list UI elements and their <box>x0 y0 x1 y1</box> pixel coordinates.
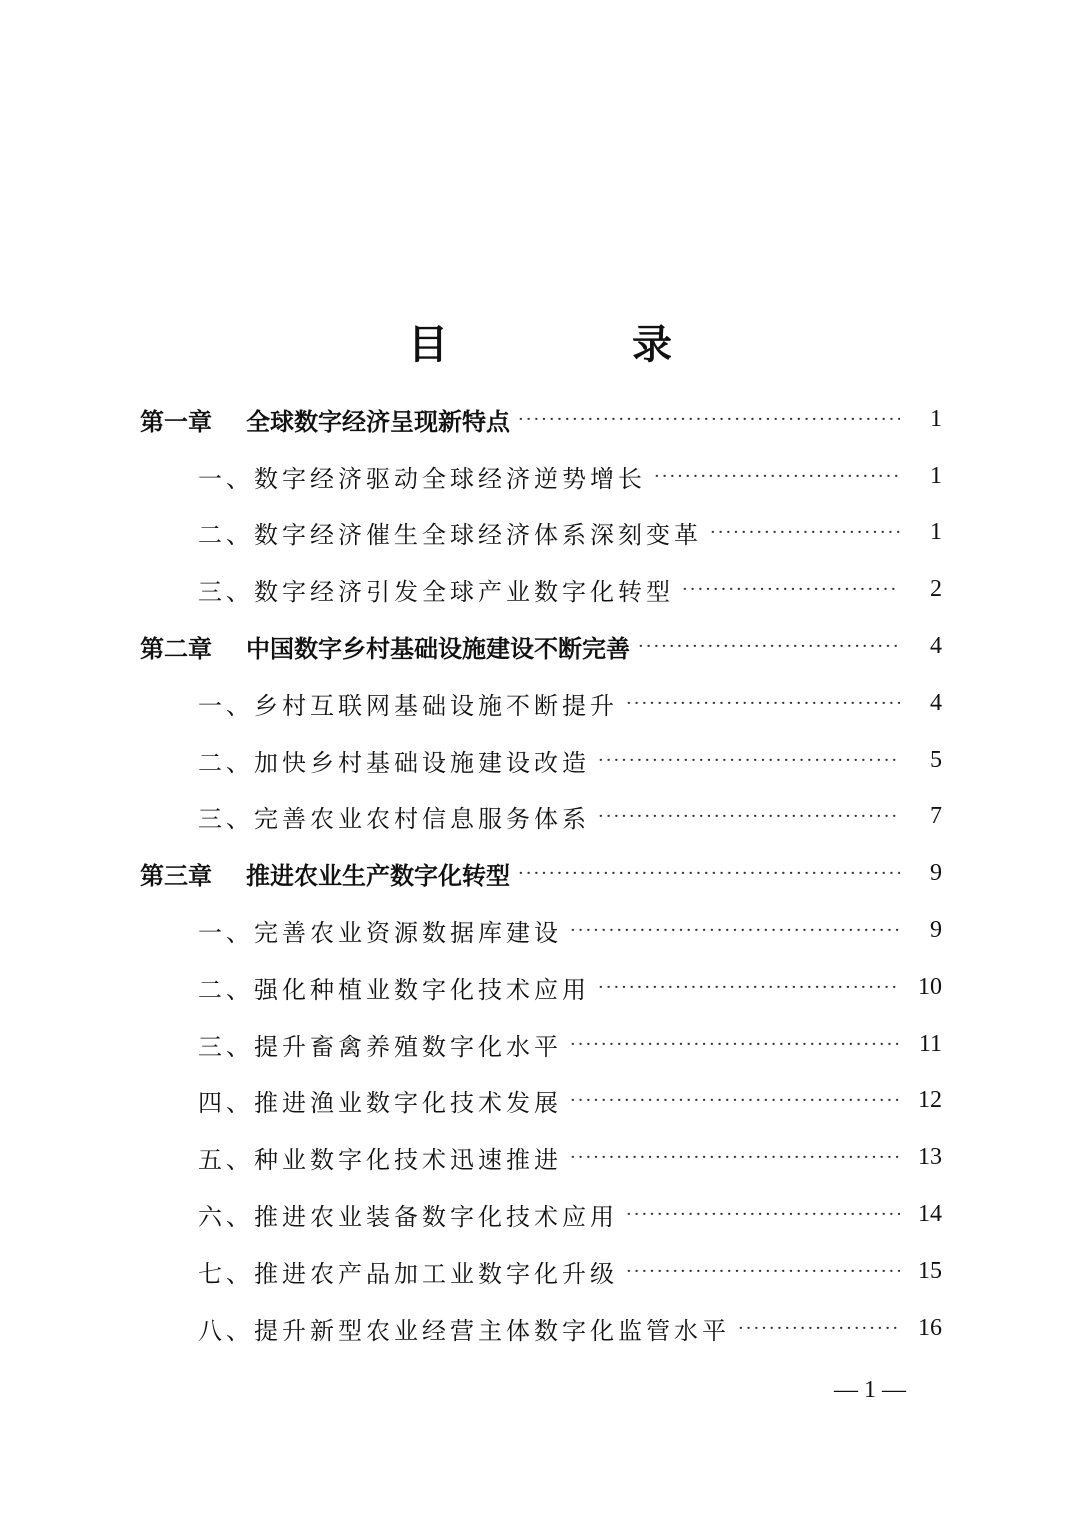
dot-leader <box>518 863 900 884</box>
section-title: 三、提升畜禽养殖数字化水平 <box>198 1032 562 1061</box>
dot-leader <box>654 466 900 487</box>
section-title: 四、推进渔业数字化技术发展 <box>198 1089 562 1118</box>
toc-chapter-entry <box>140 618 942 675</box>
dot-leader <box>570 1147 900 1168</box>
toc-entry-heading <box>140 629 630 664</box>
dot-leader <box>570 920 900 941</box>
toc-entry-heading <box>198 572 674 607</box>
toc-page-number: 9 <box>930 860 942 887</box>
toc-page-number: 14 <box>918 1201 942 1228</box>
toc-page-number: 4 <box>930 633 942 660</box>
toc-section-entry <box>140 1073 942 1130</box>
toc-entry-heading <box>198 1083 562 1118</box>
toc-entry-heading <box>198 1254 618 1289</box>
page-title: 目 录 <box>408 320 744 368</box>
toc-page-number: 7 <box>930 803 942 830</box>
toc-section-entry <box>140 561 942 618</box>
toc-section-entry <box>140 1129 942 1186</box>
toc-section-entry <box>140 1016 942 1073</box>
section-title: 六、推进农业装备数字化技术应用 <box>198 1203 618 1232</box>
section-title: 八、提升新型农业经营主体数字化监管水平 <box>198 1316 730 1345</box>
section-title: 五、种业数字化技术迅速推进 <box>198 1146 562 1175</box>
toc-entry-heading <box>198 970 590 1005</box>
dot-leader <box>626 1204 900 1225</box>
toc-page-number: 1 <box>930 462 942 489</box>
dot-leader <box>598 977 900 998</box>
dot-leader <box>518 409 900 430</box>
page-number-footer: — 1 — <box>834 1377 906 1403</box>
toc-entry-heading <box>198 686 618 721</box>
toc-entry-heading <box>198 743 590 778</box>
table-of-contents <box>140 391 942 1357</box>
toc-page-number: 1 <box>930 405 942 432</box>
toc-page-number: 13 <box>918 1144 942 1171</box>
dot-leader <box>570 1090 900 1111</box>
dot-leader <box>626 693 900 714</box>
section-title: 二、加快乡村基础设施建设改造 <box>198 748 590 777</box>
toc-section-entry <box>140 959 942 1016</box>
toc-page-number: 4 <box>930 689 942 716</box>
toc-section-entry <box>140 448 942 505</box>
toc-chapter-entry <box>140 391 942 448</box>
toc-entry-heading <box>140 856 510 891</box>
toc-section-entry <box>140 1300 942 1357</box>
toc-entry-heading <box>198 799 590 834</box>
toc-entry-heading <box>198 515 702 550</box>
toc-page-number: 10 <box>918 973 942 1000</box>
toc-page-number: 9 <box>930 917 942 944</box>
toc-page-number: 12 <box>918 1087 942 1114</box>
toc-page-number: 1 <box>930 519 942 546</box>
toc-page-number: 16 <box>918 1314 942 1341</box>
dot-leader <box>638 636 900 657</box>
section-title: 一、数字经济驱动全球经济逆势增长 <box>198 464 646 493</box>
toc-entry-heading <box>198 1311 730 1346</box>
toc-page-number: 2 <box>930 576 942 603</box>
toc-page-number: 15 <box>918 1257 942 1284</box>
dot-leader <box>738 1318 900 1339</box>
toc-section-entry <box>140 1243 942 1300</box>
section-title: 二、强化种植业数字化技术应用 <box>198 975 590 1004</box>
toc-section-entry <box>140 505 942 562</box>
chapter-title: 全球数字经济呈现新特点 <box>246 406 510 436</box>
toc-entry-heading <box>198 1140 562 1175</box>
toc-entry-heading <box>198 1027 562 1062</box>
toc-entry-heading <box>198 913 562 948</box>
section-title: 三、完善农业农村信息服务体系 <box>198 805 590 834</box>
section-title: 二、数字经济催生全球经济体系深刻变革 <box>198 521 702 550</box>
section-title: 一、乡村互联网基础设施不断提升 <box>198 691 618 720</box>
toc-page-number: 5 <box>930 746 942 773</box>
toc-entry-heading <box>198 459 646 494</box>
chapter-title: 中国数字乡村基础设施建设不断完善 <box>246 634 630 664</box>
toc-section-entry <box>140 789 942 846</box>
toc-page-number: 11 <box>918 1030 942 1057</box>
dot-leader <box>570 1034 900 1055</box>
toc-section-entry <box>140 732 942 789</box>
toc-section-entry <box>140 675 942 732</box>
dot-leader <box>710 522 900 543</box>
toc-chapter-entry <box>140 845 942 902</box>
section-title: 七、推进农产品加工业数字化升级 <box>198 1259 618 1288</box>
toc-section-entry <box>140 902 942 959</box>
chapter-number: 第一章 <box>140 406 212 436</box>
dot-leader <box>626 1261 900 1282</box>
chapter-number: 第三章 <box>140 861 212 891</box>
chapter-title: 推进农业生产数字化转型 <box>246 861 510 891</box>
chapter-number: 第二章 <box>140 634 212 664</box>
section-title: 三、数字经济引发全球产业数字化转型 <box>198 578 674 607</box>
toc-entry-heading <box>198 1197 618 1232</box>
dot-leader <box>598 806 900 827</box>
dot-leader <box>598 750 900 771</box>
toc-section-entry <box>140 1186 942 1243</box>
dot-leader <box>682 579 900 600</box>
toc-entry-heading <box>140 402 510 437</box>
section-title: 一、完善农业资源数据库建设 <box>198 919 562 948</box>
